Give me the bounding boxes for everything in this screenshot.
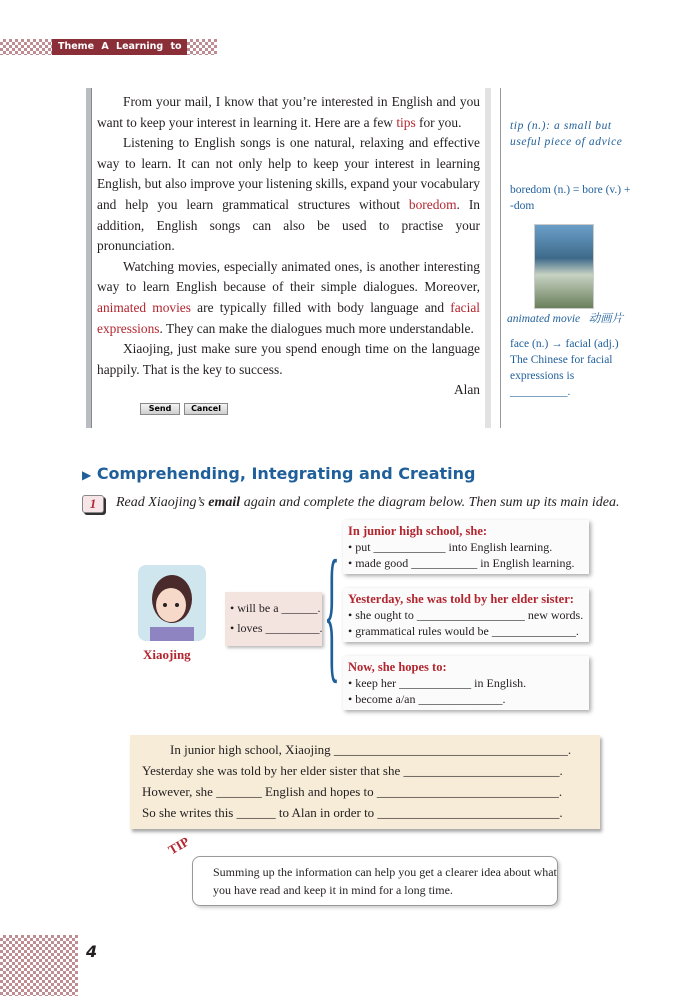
box-item: • grammatical rules would be ______________. — [348, 624, 579, 638]
box-item: • keep her ____________ in English. — [348, 676, 527, 690]
instruction — [116, 495, 619, 511]
diagram-box-yesterday — [343, 588, 589, 642]
box-title: Yesterday, she was told by her elder sister: — [348, 592, 574, 606]
box-title: Now, she hopes to: — [348, 660, 447, 674]
email-button-row — [97, 403, 480, 417]
box-title: In junior high school, she: — [348, 524, 488, 538]
text-segment: . In addition, English songs can also be used to practise your pronunciation. — [97, 196, 480, 254]
summary-line: However, she _______ English and hopes to ____________________________. — [142, 784, 563, 799]
highlighted-word: animated movies — [97, 299, 191, 315]
text-segment: Listening to English songs is one natural, relaxing and effective way to learn. It can not only help to keep your interest in learning English, but also improve your listening skills, expand your vocabulary and help you learn grammatical structures without — [97, 135, 480, 212]
box-item: • made good ___________ in English learning. — [348, 556, 575, 570]
diagram-box-junior — [343, 520, 589, 574]
theme-label: Theme A — [58, 41, 109, 52]
box-item: • she ought to __________________ new words. — [348, 608, 584, 622]
divider — [500, 88, 501, 428]
summary-line: In junior high school, Xiaojing ____________________________________. — [170, 742, 572, 757]
highlighted-word: facial expressions — [97, 299, 481, 336]
trait-item: • will be a ______. — [230, 601, 321, 615]
highlighted-word: tips — [396, 114, 416, 130]
theme-title: Learning to Learn — [58, 41, 182, 68]
tip-box — [192, 856, 558, 906]
tip-label: TIP — [165, 833, 192, 858]
girl-illustration — [138, 565, 206, 641]
email-paragraph — [97, 92, 480, 133]
page-number: 4 — [86, 942, 98, 961]
email-paragraph — [97, 257, 480, 339]
diagram-box-now — [343, 656, 589, 710]
gloss-animated-movie: animated movie 动画片 — [507, 313, 624, 325]
cancel-button[interactable]: Cancel — [184, 403, 228, 415]
instr-text: Read Xiaojing’s — [116, 495, 209, 510]
send-button[interactable]: Send — [140, 403, 180, 415]
traits-box — [225, 592, 322, 646]
text-segment: Watching movies, especially animated ones, is another interesting way to learn English because of their simple dialogues. Moreover, — [97, 258, 480, 295]
tip-text: Summing up the information can help you get a clearer idea about what you have read and keep it in mind for a long time. — [213, 865, 557, 897]
brace-icon: { — [324, 530, 340, 696]
header-pattern-left — [0, 39, 52, 55]
signature: Alan — [453, 382, 480, 398]
character-name: Xiaojing — [143, 647, 191, 662]
email-left-border — [86, 88, 92, 428]
exercise-number: 1 — [82, 495, 104, 513]
text-segment: for you. — [415, 114, 462, 130]
email-paragraph — [97, 339, 480, 380]
movie-poster-image — [534, 224, 594, 309]
triangle-icon: ▶ — [82, 468, 92, 482]
header-pattern-right — [187, 39, 217, 55]
gloss-facial: face (n.) → facial (adj.) The Chinese for facial expressions is __________. — [510, 338, 619, 398]
email-body — [97, 92, 480, 401]
email-paragraph — [97, 133, 480, 257]
email-scrollbar[interactable] — [485, 88, 491, 428]
text-segment: Xiaojing, just make sure you spend enough time on the language happily. That is the key to success. — [97, 341, 480, 377]
summary-line: So she writes this ______ to Alan in order to ____________________________. — [142, 805, 563, 820]
footer-pattern — [0, 935, 78, 996]
highlighted-word: boredom — [408, 196, 457, 212]
gloss-tip: tip (n.): a small but useful piece of advice — [510, 120, 623, 148]
summary-line: Yesterday she was told by her elder sister that she ________________________. — [142, 763, 563, 778]
box-item: • put ____________ into English learning. — [348, 540, 553, 554]
trait-item: • loves _________. — [230, 621, 323, 635]
section-title: Comprehending, Integrating and Creating — [96, 464, 476, 483]
text-segment: . They can make the dialogues much more understandable. — [159, 320, 474, 336]
section-heading — [82, 464, 475, 483]
gloss-boredom: boredom (n.) = bore (v.) + -dom — [510, 184, 631, 212]
text-segment: are typically filled with body language and — [190, 299, 451, 315]
email-window — [86, 88, 506, 428]
instr-bold: email — [208, 495, 241, 510]
summary-box — [130, 735, 600, 829]
box-item: • become a/an ______________. — [348, 692, 506, 706]
text-segment: From your mail, I know that you’re interested in English and you want to keep your interest in learning it. Here are a few — [97, 94, 480, 130]
instr-text: again and complete the diagram below. Then sum up its main idea. — [240, 495, 620, 510]
xiaojing-avatar — [138, 565, 206, 641]
theme-banner — [52, 39, 187, 68]
